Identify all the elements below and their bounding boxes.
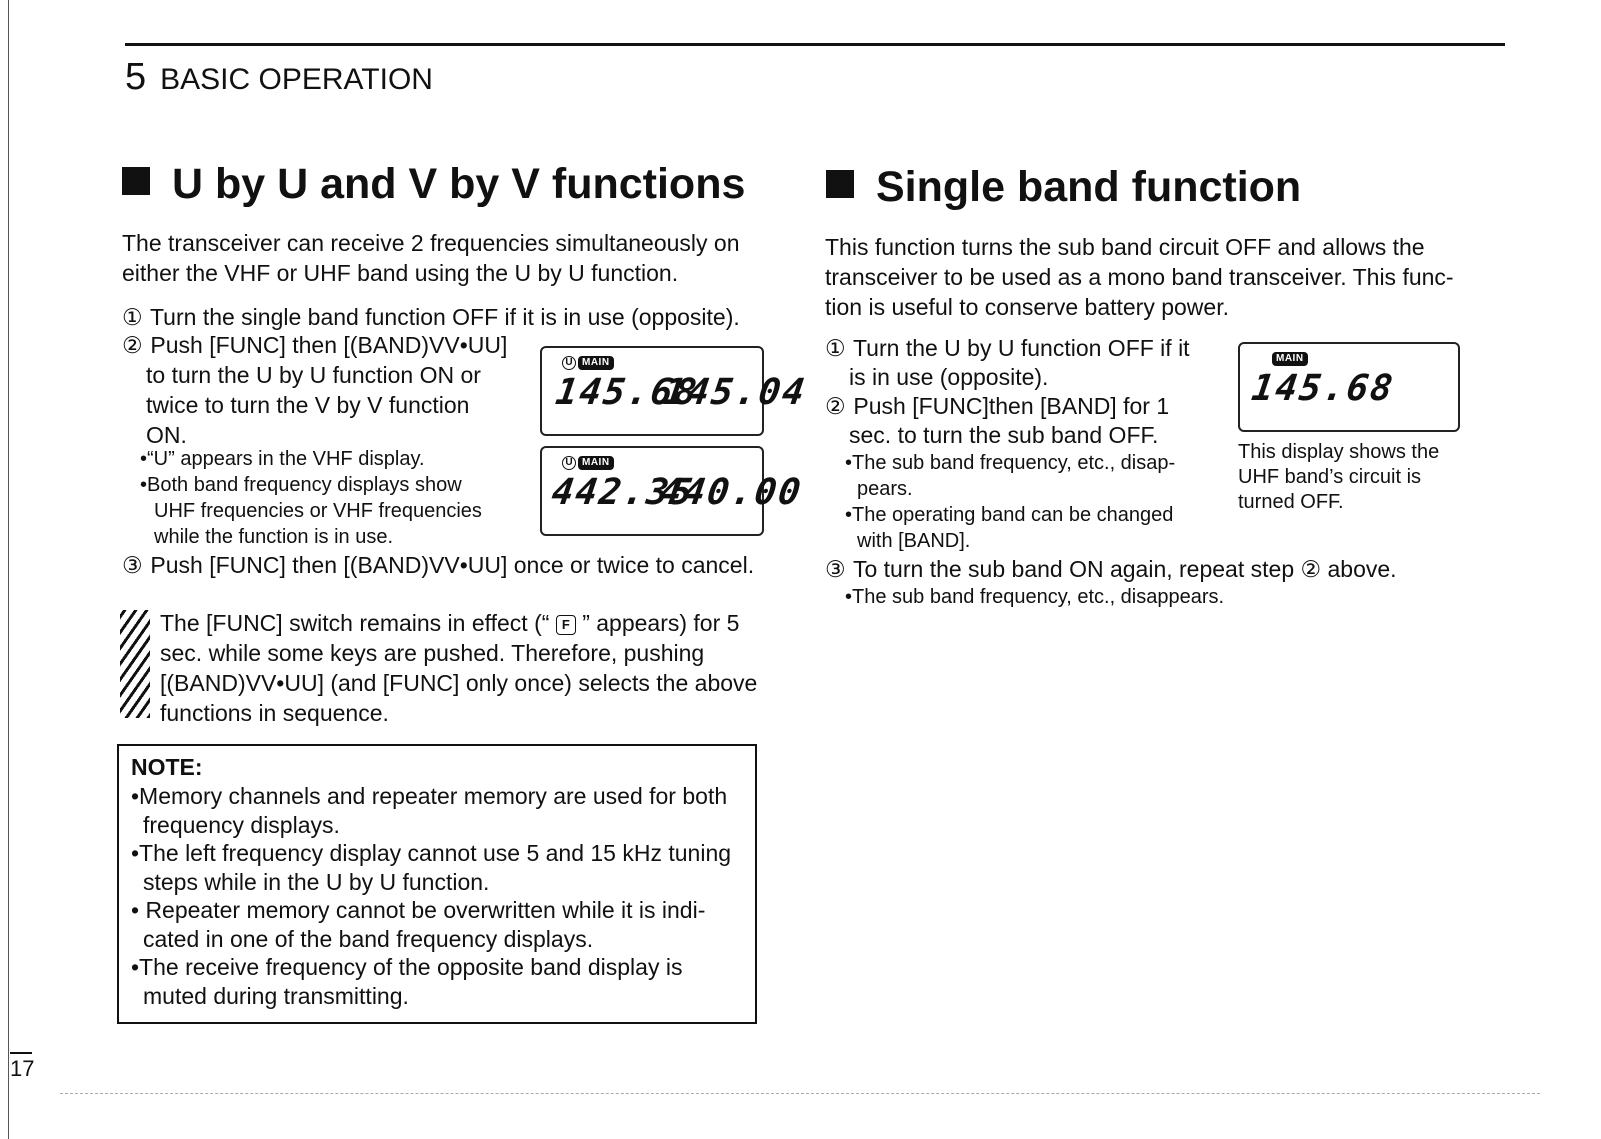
chapter-number: 5 bbox=[125, 56, 147, 98]
single-band-steps bbox=[825, 334, 1190, 450]
u-by-u-bullets bbox=[140, 446, 482, 550]
note-item: •The left frequency display cannot use 5 and 15 kHz tuning bbox=[131, 840, 732, 866]
step-text-line: twice to turn the V by V function bbox=[146, 392, 470, 418]
lcd-display-single-band bbox=[1238, 342, 1460, 432]
intro-line: This function turns the sub band circuit OFF and allows the bbox=[825, 234, 1425, 260]
tip-text-line: functions in sequence. bbox=[160, 700, 389, 726]
step-text: To turn the sub band ON again, repeat step ② above. bbox=[852, 556, 1397, 582]
note-item-cont: frequency displays. bbox=[143, 811, 340, 838]
note-item: • Repeater memory cannot be overwritten while it is indi- bbox=[131, 897, 706, 923]
step-number: ① bbox=[825, 335, 846, 361]
step-text-line: Push [FUNC]then [BAND] for 1 bbox=[853, 393, 1170, 419]
step-text-line: is in use (opposite). bbox=[849, 364, 1049, 390]
step-text-line: Turn the U by U function OFF if it bbox=[852, 335, 1190, 361]
main-indicator-icon: MAIN bbox=[578, 456, 614, 470]
main-indicator-icon: MAIN bbox=[1272, 352, 1308, 366]
single-band-step-3-note: •The sub band frequency, etc., disappears. bbox=[845, 586, 1225, 608]
lcd-display-vhf bbox=[540, 346, 809, 436]
note-item-cont: steps while in the U by U function. bbox=[143, 868, 490, 895]
bullet-item: •“U” appears in the VHF display. bbox=[140, 448, 425, 470]
step-text-line: to turn the U by U function ON or bbox=[146, 362, 481, 388]
scan-noise-line bbox=[60, 1093, 1540, 1095]
section-title-text: U by U and V by V functions bbox=[172, 160, 746, 208]
caption-line: turned OFF. bbox=[1238, 491, 1344, 513]
u-indicator-icon: U bbox=[562, 356, 576, 370]
bullet-item-cont: while the function is in use. bbox=[154, 526, 394, 548]
section-title-text: Single band function bbox=[876, 163, 1302, 211]
section-bullet-square bbox=[122, 167, 150, 195]
header-rule bbox=[125, 43, 1505, 46]
step-text-line: sec. to turn the sub band OFF. bbox=[849, 422, 1159, 448]
single-band-step-3 bbox=[825, 554, 1397, 584]
func-indicator-icon: F bbox=[556, 615, 576, 635]
lcd-caption bbox=[1238, 440, 1439, 515]
u-by-u-step-3 bbox=[122, 550, 754, 580]
note-item: •The receive frequency of the opposite band display is bbox=[131, 954, 683, 980]
step-number: ③ bbox=[122, 552, 143, 578]
bullet-item: •The operating band can be changed bbox=[845, 504, 1174, 526]
func-tip bbox=[160, 608, 765, 728]
u-by-u-step-2 bbox=[122, 330, 507, 450]
step-text: Push [FUNC] then [(BAND)VV•UU] once or twice to cancel. bbox=[150, 552, 755, 578]
page-left-edge bbox=[8, 0, 9, 1139]
u-indicator-icon: U bbox=[562, 456, 576, 470]
bullet-item-cont: with [BAND]. bbox=[857, 530, 971, 552]
step-text-line: Push [FUNC] then [(BAND)VV•UU] bbox=[150, 332, 508, 358]
note-item: •Memory channels and repeater memory are used for both bbox=[131, 783, 728, 809]
bullet-item-cont: pears. bbox=[857, 478, 913, 500]
section-title-single-band bbox=[826, 163, 1301, 212]
tip-text: ” appears) for 5 bbox=[582, 610, 740, 636]
main-indicator-icon: MAIN bbox=[578, 356, 614, 370]
step-number: ① bbox=[122, 304, 143, 330]
caption-line: UHF band’s circuit is bbox=[1238, 466, 1422, 488]
note-heading: NOTE: bbox=[131, 754, 203, 780]
section-title-u-by-u bbox=[122, 160, 745, 209]
step-text-line: ON. bbox=[146, 422, 187, 448]
single-band-intro bbox=[825, 232, 1454, 322]
u-by-u-intro: The transceiver can receive 2 frequencies simultaneously on either the VHF or UHF band using the U by U function. bbox=[122, 230, 740, 286]
intro-line: tion is useful to conserve battery power. bbox=[825, 294, 1229, 320]
page-number: 17 bbox=[10, 1056, 35, 1081]
bullet-item: •Both band frequency displays show bbox=[140, 474, 462, 496]
lcd-frequency-left: 442.35 bbox=[549, 472, 697, 513]
tip-hatch-icon bbox=[120, 610, 150, 718]
lcd-frequency-right: 440.00 bbox=[657, 472, 805, 513]
chapter-header bbox=[125, 56, 433, 99]
step-number: ② bbox=[825, 393, 846, 419]
lcd-frequency-left: 145.68 bbox=[553, 372, 701, 413]
page-number-rule bbox=[10, 1052, 32, 1054]
tip-text: The [FUNC] switch remains in effect (“ bbox=[160, 610, 550, 636]
step-number: ② bbox=[122, 332, 143, 358]
lcd-frequency: 145.68 bbox=[1249, 368, 1397, 409]
note-list bbox=[131, 782, 731, 1010]
tip-text-line: [(BAND)VV•UU] (and [FUNC] only once) selects the above bbox=[160, 670, 758, 696]
chapter-title: BASIC OPERATION bbox=[160, 63, 433, 96]
section-bullet-square bbox=[826, 170, 854, 198]
bullet-item: •The sub band frequency, etc., disap- bbox=[845, 452, 1176, 474]
intro-line: transceiver to be used as a mono band transceiver. This func- bbox=[825, 264, 1454, 290]
bullet-item-cont: UHF frequencies or VHF frequencies bbox=[154, 500, 482, 522]
lcd-display-uhf bbox=[540, 446, 805, 536]
u-by-u-step-1 bbox=[122, 302, 740, 332]
single-band-bullets bbox=[845, 450, 1175, 554]
tip-text-line: sec. while some keys are pushed. Therefore, pushing bbox=[160, 640, 705, 666]
note-box bbox=[117, 744, 757, 1024]
note-item-cont: muted during transmitting. bbox=[143, 982, 409, 1009]
caption-line: This display shows the bbox=[1238, 441, 1440, 463]
step-text: Turn the single band function OFF if it is in use (opposite). bbox=[149, 304, 740, 330]
note-item-cont: cated in one of the band frequency displays. bbox=[143, 925, 594, 952]
lcd-frequency-right: 145.04 bbox=[661, 372, 809, 413]
step-number: ③ bbox=[825, 556, 846, 582]
